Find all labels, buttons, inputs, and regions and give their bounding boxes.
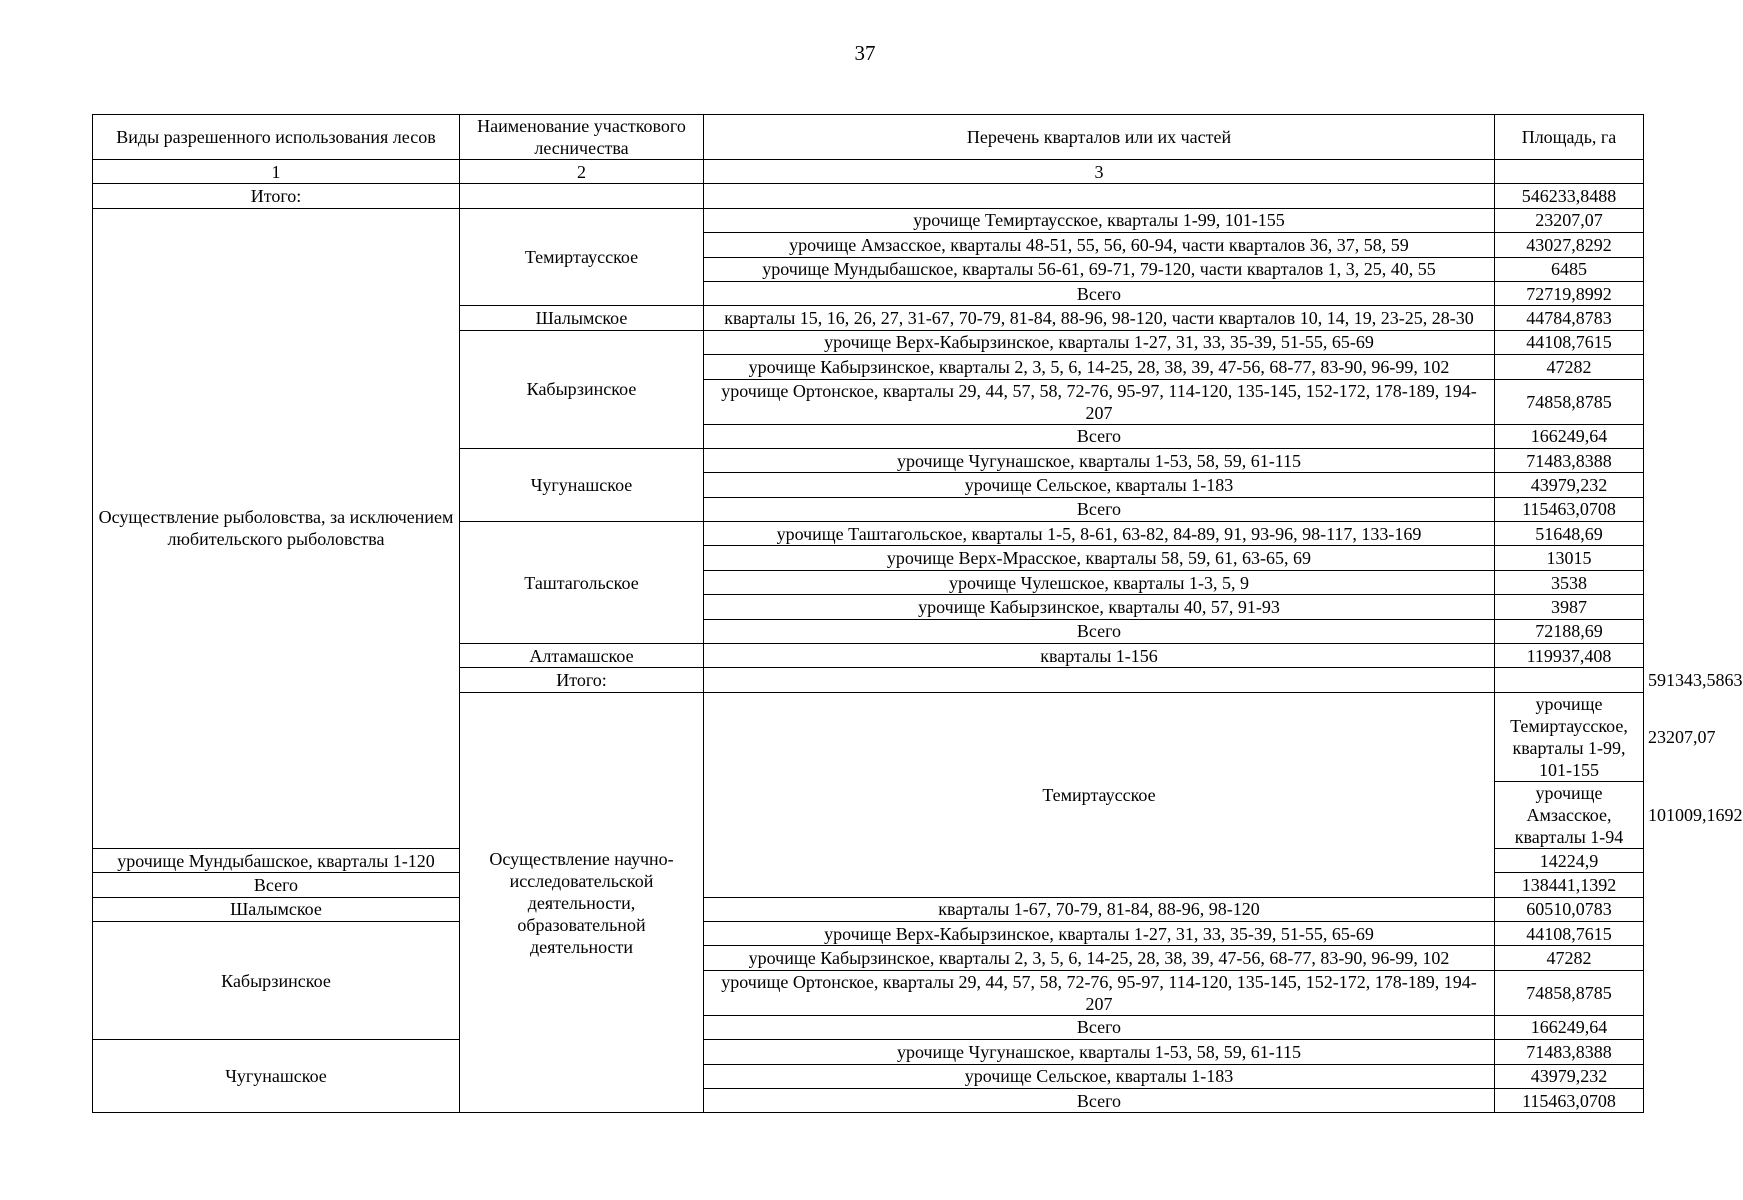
quarters-cell: урочище Верх-Мрасское, кварталы 58, 59, 61, 63-65, 69 xyxy=(704,546,1495,570)
area-cell: 3538 xyxy=(1495,570,1644,594)
forestry-name: Алтамашское xyxy=(460,644,704,668)
quarters-cell: Всего xyxy=(704,281,1495,305)
quarters-cell: урочище Темиртаусское, кварталы 1-99, 101-155 xyxy=(1495,692,1644,781)
quarters-cell: Всего xyxy=(704,424,1495,448)
table-header-row xyxy=(93,115,1644,160)
table-row xyxy=(93,1040,1644,1064)
forestry-name: Темиртаусское xyxy=(704,692,1495,897)
column-number xyxy=(1495,160,1644,184)
table-row xyxy=(93,208,1644,232)
forestry-name: Чугунашское xyxy=(93,1040,460,1113)
quarters-cell: урочище Кабырзинское, кварталы 2, 3, 5, 6, 14-25, 28, 38, 39, 47-56, 68-77, 83-90, 96-99, 102 xyxy=(704,355,1495,379)
total-label: Итого: xyxy=(93,184,460,208)
area-cell: 74858,8785 xyxy=(1495,970,1644,1015)
total-label: Итого: xyxy=(460,668,704,692)
area-cell: 13015 xyxy=(1495,546,1644,570)
area-cell: 44108,7615 xyxy=(1495,330,1644,354)
use-type-cell: Осуществление рыболовства, за исключением любительского рыболовства xyxy=(93,208,460,848)
forestry-name: Шалымское xyxy=(460,306,704,330)
header-use-type: Виды разрешенного использования лесов xyxy=(93,115,460,160)
area-cell: 43027,8292 xyxy=(1495,233,1644,257)
forestry-name: Чугунашское xyxy=(460,448,704,521)
area-cell: 71483,8388 xyxy=(1495,448,1644,472)
quarters-cell: урочище Сельское, кварталы 1-183 xyxy=(704,473,1495,497)
area-cell: 6485 xyxy=(1495,257,1644,281)
quarters-cell: Всего xyxy=(93,873,460,897)
header-quarters: Перечень кварталов или их частей xyxy=(704,115,1495,160)
area-cell: 3987 xyxy=(1495,595,1644,619)
area-cell: 72188,69 xyxy=(1495,619,1644,643)
page-number: 37 xyxy=(854,41,876,65)
area-cell: 43979,232 xyxy=(1495,1064,1644,1088)
table-row xyxy=(93,897,1644,921)
area-cell: 47282 xyxy=(1495,946,1644,970)
area-cell: 166249,64 xyxy=(1495,424,1644,448)
area-cell: 119937,408 xyxy=(1495,644,1644,668)
quarters-cell: урочище Темиртаусское, кварталы 1-99, 101-155 xyxy=(704,208,1495,232)
area-cell: 60510,0783 xyxy=(1495,897,1644,921)
column-number-row xyxy=(93,160,1644,184)
forest-use-table xyxy=(92,114,1743,1113)
empty-cell xyxy=(460,184,704,208)
header-area: Площадь, га xyxy=(1495,115,1644,160)
area-cell: 115463,0708 xyxy=(1495,497,1644,521)
area-cell: 71483,8388 xyxy=(1495,1040,1644,1064)
table-row: Осуществление научно-исследовательской деятельности, образовательной деятельности Темиртаусское урочище Темиртаусское, кварталы 1-99, 101-155 23207,07 xyxy=(93,692,1644,781)
area-cell: 51648,69 xyxy=(1495,522,1644,546)
forestry-name: Таштагольское xyxy=(460,522,704,644)
quarters-cell: урочище Чугунашское, кварталы 1-53, 58, 59, 61-115 xyxy=(704,448,1495,472)
table-row: урочище Амзасское, кварталы 1-94 101009,1692 xyxy=(93,781,1644,848)
forestry-name: Шалымское xyxy=(93,897,460,921)
area-cell: 115463,0708 xyxy=(1495,1088,1644,1112)
quarters-cell: Всего xyxy=(704,619,1495,643)
area-cell: 74858,8785 xyxy=(1495,379,1644,424)
area-cell: 166249,64 xyxy=(1495,1015,1644,1039)
table-row xyxy=(93,921,1644,945)
quarters-cell: урочище Таштагольское, кварталы 1-5, 8-61, 63-82, 84-89, 91, 93-96, 98-117, 133-169 xyxy=(704,522,1495,546)
quarters-cell: Всего xyxy=(704,1088,1495,1112)
header-forestry: Наименование участкового лесничества xyxy=(460,115,704,160)
quarters-cell: Всего xyxy=(704,1015,1495,1039)
column-number: 3 xyxy=(704,160,1495,184)
quarters-cell: кварталы 1-156 xyxy=(704,644,1495,668)
quarters-cell: кварталы 15, 16, 26, 27, 31-67, 70-79, 81-84, 88-96, 98-120, части кварталов 10, 14, 19, 23-25, 28-30 xyxy=(704,306,1495,330)
total-row xyxy=(93,184,1644,208)
forestry-name: Кабырзинское xyxy=(460,330,704,448)
quarters-cell: урочище Мундыбашское, кварталы 56-61, 69-71, 79-120, части кварталов 1, 3, 25, 40, 55 xyxy=(704,257,1495,281)
area-cell: 138441,1392 xyxy=(1495,873,1644,897)
forestry-name: Кабырзинское xyxy=(93,921,460,1039)
quarters-cell: урочище Верх-Кабырзинское, кварталы 1-27, 31, 33, 35-39, 51-55, 65-69 xyxy=(704,921,1495,945)
quarters-cell: урочище Кабырзинское, кварталы 40, 57, 91-93 xyxy=(704,595,1495,619)
area-cell: 14224,9 xyxy=(1495,848,1644,872)
quarters-cell: урочище Кабырзинское, кварталы 2, 3, 5, 6, 14-25, 28, 38, 39, 47-56, 68-77, 83-90, 96-99, 102 xyxy=(704,946,1495,970)
forestry-name: Темиртаусское xyxy=(460,208,704,306)
area-cell: 47282 xyxy=(1495,355,1644,379)
total-value: 546233,8488 xyxy=(1495,184,1644,208)
area-cell: 44108,7615 xyxy=(1495,921,1644,945)
empty-cell xyxy=(704,184,1495,208)
empty-cell xyxy=(704,668,1495,692)
quarters-cell: Всего xyxy=(704,497,1495,521)
quarters-cell: кварталы 1-67, 70-79, 81-84, 88-96, 98-120 xyxy=(704,897,1495,921)
column-number: 1 xyxy=(93,160,460,184)
quarters-cell: урочище Ортонское, кварталы 29, 44, 57, 58, 72-76, 95-97, 114-120, 135-145, 152-172, 178-189, 194-207 xyxy=(704,379,1495,424)
quarters-cell: урочище Амзасское, кварталы 48-51, 55, 56, 60-94, части кварталов 36, 37, 58, 59 xyxy=(704,233,1495,257)
total-row: Итого: 591343,5863 xyxy=(93,668,1644,692)
quarters-cell: урочище Мундыбашское, кварталы 1-120 xyxy=(93,848,460,872)
area-cell: 23207,07 xyxy=(1495,208,1644,232)
area-cell: 72719,8992 xyxy=(1495,281,1644,305)
quarters-cell: урочище Верх-Кабырзинское, кварталы 1-27, 31, 33, 35-39, 51-55, 65-69 xyxy=(704,330,1495,354)
use-type-cell: Осуществление научно-исследовательской деятельности, образовательной деятельности xyxy=(460,692,704,1113)
quarters-cell: урочище Амзасское, кварталы 1-94 xyxy=(1495,781,1644,848)
column-number: 2 xyxy=(460,160,704,184)
quarters-cell: урочище Чугунашское, кварталы 1-53, 58, 59, 61-115 xyxy=(704,1040,1495,1064)
area-cell: 43979,232 xyxy=(1495,473,1644,497)
quarters-cell: урочище Чулешское, кварталы 1-3, 5, 9 xyxy=(704,570,1495,594)
quarters-cell: урочище Ортонское, кварталы 29, 44, 57, 58, 72-76, 95-97, 114-120, 135-145, 152-172, 178-189, 194-207 xyxy=(704,970,1495,1015)
area-cell: 44784,8783 xyxy=(1495,306,1644,330)
quarters-cell: урочище Сельское, кварталы 1-183 xyxy=(704,1064,1495,1088)
empty-cell xyxy=(1495,668,1644,692)
